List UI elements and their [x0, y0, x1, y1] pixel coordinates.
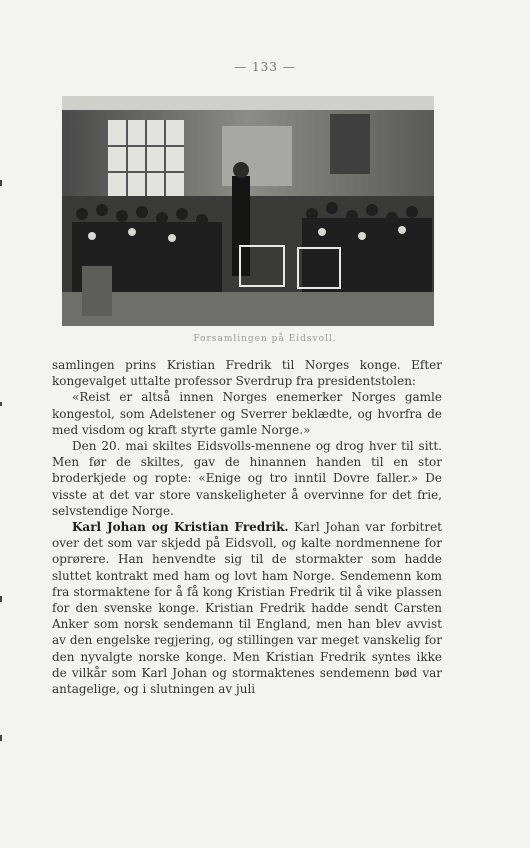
paragraph-quote: «Reist er altså innen Norges enemerker Norges gamle kongestol, som Adelstener og Sverrer beklædte, og hvorfra de med visdom og kraft styrte gamle Norge.»: [52, 390, 442, 437]
figure-caption: Forsamlingen på Eidsvoll.: [193, 334, 337, 344]
engraving-image: [62, 96, 434, 326]
body-text: [52, 357, 442, 697]
margin-mark: [0, 180, 2, 186]
page-number: — 133 —: [234, 60, 296, 74]
margin-mark: [0, 735, 2, 741]
illustration-eidsvoll-assembly: [62, 96, 434, 326]
margin-mark: [0, 596, 2, 602]
paragraph: Den 20. mai skiltes Eidsvolls-mennene og drog hver til sitt. Men før de skiltes, gav de hinannen handen til en stor broderkjede og ropte: «Enige og tro inntil Dovre faller.» De visste at det var store vanskeligheter å overvinne for det frie, selvstendige Norge.: [52, 439, 442, 518]
paragraph: samlingen prins Kristian Fredrik til Norges konge. Efter kongevalget uttalte professor Sverdrup fra presidentstolen:: [52, 358, 442, 389]
paragraph: [52, 519, 442, 697]
margin-mark: [0, 402, 2, 406]
paragraph-text: Karl Johan var forbitret over det som var skjedd på Eidsvoll, og kalte nordmennene for oprørere. Han henvendte sig til de stormakter som hadde sluttet kontrakt med ham og lovt ham Norge. Sendemenn kom fra stormaktene for å få kong Kristian Fredrik til å vike plassen for den svenske konge. Kristian Fredrik hadde sendt Carsten Anker som norsk sendemann til England, men han blev avvist av den engelske regjering, og stillingen var meget vanskelig for den nyvalgte norske konge. Men Kristian Fredrik syntes ikke de vilkår som Karl Johan og stormaktenes sendemenn bød var antagelige, og i slutningen av juli: [52, 520, 442, 697]
section-lead: Karl Johan og Kristian Fredrik.: [72, 520, 289, 535]
